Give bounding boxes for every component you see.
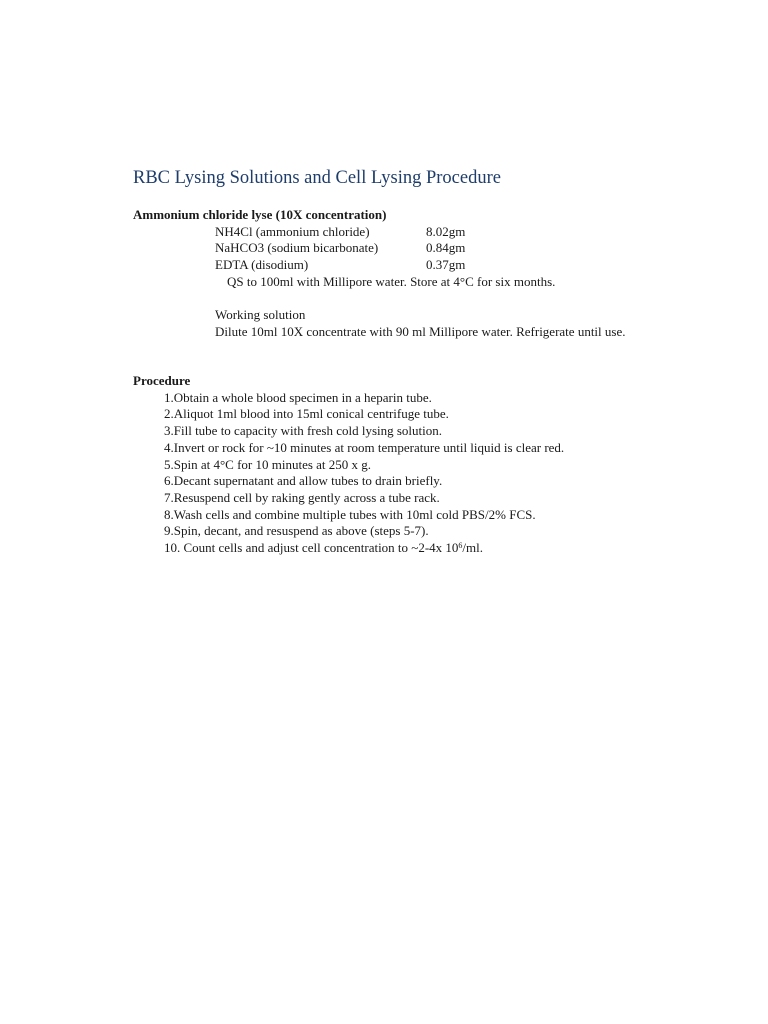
procedure-step: 2.Aliquot 1ml blood into 15ml conical centrifuge tube. xyxy=(164,406,449,421)
procedure-step: 3.Fill tube to capacity with fresh cold lysing solution. xyxy=(164,423,443,438)
page-title: RBC Lysing Solutions and Cell Lysing Procedure xyxy=(133,168,501,188)
procedure-step: 5.Spin at 4°C for 10 minutes at 250 x g. xyxy=(164,457,372,472)
procedure-step: 8.Wash cells and combine multiple tubes with 10ml cold PBS/2% FCS. xyxy=(164,507,536,522)
lyse-section-heading: Ammonium chloride lyse (10X concentration) xyxy=(133,207,387,222)
working-solution-heading: Working solution xyxy=(215,307,306,322)
working-solution-text: Dilute 10ml 10X concentrate with 90 ml Millipore water. Refrigerate until use. xyxy=(215,324,626,339)
procedure-step-10 xyxy=(164,540,483,556)
reagent-amount: 8.02gm xyxy=(426,224,466,239)
step10-text: 10. Count cells and adjust cell concentration to ~2-4x 10 xyxy=(164,540,459,555)
step10-unit: /ml. xyxy=(462,540,484,555)
procedure-step: 9.Spin, decant, and resuspend as above (steps 5-7). xyxy=(164,523,429,538)
procedure-step: 6.Decant supernatant and allow tubes to drain briefly. xyxy=(164,473,443,488)
step10-exponent: 6 xyxy=(458,541,463,550)
qs-note: QS to 100ml with Millipore water. Store at 4°C for six months. xyxy=(227,274,556,289)
reagent-amount: 0.37gm xyxy=(426,257,466,272)
reagent-amount: 0.84gm xyxy=(426,240,466,255)
reagent-name: NaHCO3 (sodium bicarbonate) xyxy=(215,240,379,255)
procedure-step: 7.Resuspend cell by raking gently across a tube rack. xyxy=(164,490,440,505)
procedure-step: 1.Obtain a whole blood specimen in a heparin tube. xyxy=(164,390,432,405)
procedure-heading: Procedure xyxy=(133,373,191,388)
reagent-name: EDTA (disodium) xyxy=(215,257,309,272)
reagent-name: NH4Cl (ammonium chloride) xyxy=(215,224,370,239)
procedure-step: 4.Invert or rock for ~10 minutes at room temperature until liquid is clear red. xyxy=(164,440,565,455)
